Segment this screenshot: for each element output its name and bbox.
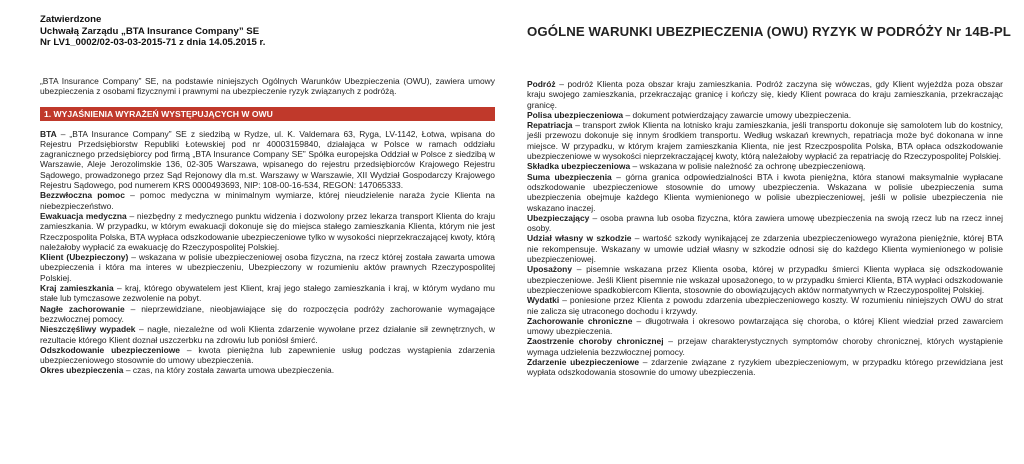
definition-item [527,120,1003,161]
right-column [527,79,1003,378]
definition-text: – „BTA Insurance Company” SE z siedzibą w Rydze, ul. K. Valdemara 63, Ryga, LV-1142, Łotwa, wpisana do Rejestru Przedsiębiorstw Republiki Łotewskiej pod nr 40003159840, działająca w Polsce w ramach oddziału zagranicznego przedsiębiorcy pod firmą „BTA Insurance Company SE” Spółka europejska Oddział w Polsce z siedzibą w Warszawie, Aleje Jerozolimskie 136, 02-305 Warszawa, wpisanego do rejestru przedsiębiorców Krajowego Rejestru Sądowego, prowadzonego przez Sąd Rejonowy dla m.st. Warszawy w Warszawie, XII Wydział Gospodarczy Krajowego Rejestru Sądowego, pod numerem KRS 0000493693, NIP: 108-00-16-534, REGON: 147065333. [40,128,495,191]
definition-text: – wartość szkody wynikającej ze zdarzenia ubezpieczeniowego wyrażona pieniężnie, której BTA nie rekompensuje. Wskazany w umowie udział własny w szkodzie odnosi się do każdego Klienta wymienionego w polisie ubezpieczeniowej. [527,233,1003,265]
definition-text: – dokument potwierdzający zawarcie umowy ubezpieczenia. [623,109,852,120]
definition-item [527,213,1003,234]
definition-item [527,79,1003,110]
intro-paragraph: „BTA Insurance Company” SE, na podstawie niniejszych Ogólnych Warunków Ubezpieczenia (OWU), zawiera umowy ubezpieczenia z osobami fizycznymi i prawnymi na ubezpieczenie ryzyk związanych z podróżą. [40,76,495,97]
definition-term: Uposażony [527,264,573,275]
definition-text: – czas, na który została zawarta umowa ubezpieczenia. [123,365,335,376]
definition-term: Ubezpieczający [527,212,590,223]
definition-text: – pomoc medyczna w minimalnym wymiarze, której nieudzielenie naraża życie Klienta na niebezpieczeństwo. [40,190,495,211]
definition-item [527,357,1003,378]
definition-text: – zdarzenie związane z ryzykiem ubezpieczeniowym, w przypadku którego przewidziana jest wypłata odszkodowania stosownie do umowy ubezpieczenia. [527,357,1003,378]
definition-text: – podróż Klienta poza obszar kraju zamieszkania. Podróż zaczyna się wówczas, gdy Klient wyjeżdża poza obszar kraju swojego zamieszkania, przekraczając granicę i kończy się, kiedy Klient powraca do kraju zamieszkania, przekraczając granicę. [527,79,1003,110]
definition-item [40,283,495,304]
definition-term: Zachorowanie chroniczne [527,315,633,326]
approval-label: Zatwierdzone [40,14,102,25]
left-column [40,76,495,376]
approval-number: Nr LV1_0002/02-03-03-2015-71 z dnia 14.05.2015 r. [40,37,266,48]
definition-text: – długotrwała i okresowo powtarzająca się choroba, o której Klient wiedział przed zawarciem umowy ubezpieczenia. [527,315,1003,337]
definition-item [527,336,1003,357]
definition-text: – przejaw charakterystycznych symptomów choroby chronicznej, których wystąpienie wymaga udzielenia bezzwłocznej pomocy. [527,336,1003,357]
definition-term: Repatriacja [527,120,573,131]
approval-block [40,14,460,49]
definition-term: Nagłe zachorowanie [40,303,125,314]
approval-resolution: Uchwałą Zarządu „BTA Insurance Company” SE [40,25,260,37]
definition-text: – nieprzewidziane, nieobjawiające się do rozpoczęcia podróży zachorowanie wymagające bezzwłocznej pomocy. [40,303,495,324]
definition-term: Polisa ubezpieczeniowa [527,109,624,120]
definition-item [527,233,1003,264]
definition-text: – kwota pieniężna lub zapewnienie usług podczas wystąpienia zdarzenia ubezpieczeniowego stosownie do umowy ubezpieczenia. [40,344,495,366]
definition-item [527,316,1003,337]
definition-term: Wydatki [527,295,560,306]
definition-text: – osoba prawna lub osoba fizyczna, która zawiera umowę ubezpieczenia na swoją rzecz lub na rzecz innej osoby. [527,212,1003,234]
definition-text: – górna granica odpowiedzialności BTA i kwota pieniężna, która stanowi maksymalnie wypłacane odszkodowanie ubezpieczeniowe stosownie do umowy ubezpieczenia. Wskazana w polisie ubezpieczenia suma ubezpieczenia obejmuje każdego Klienta wymienionego w polisie ubezpieczeniowej, jeśli w polisie ubezpieczenia nie wskazano inaczej. [527,171,1003,213]
definition-item [527,110,1003,120]
definition-term: Kraj zamieszkania [40,283,114,294]
definition-text: – wskazana w polisie ubezpieczeniowej osoba fizyczna, na rzecz której została zawarta umowa ubezpieczenia i która ma interes w ubezpieczeniu, Ubezpieczony w rozumieniu aktów prawnych Rzeczypospolitej Polskiej. [40,252,495,283]
definition-text: – wskazana w polisie należność za ochronę ubezpieczeniową. [630,161,866,172]
definition-item [527,264,1003,295]
definition-item [40,365,495,375]
definition-term: Okres ubezpieczenia [40,365,124,376]
document-title: OGÓLNE WARUNKI UBEZPIECZENIA (OWU) RYZYK W PODRÓŻY Nr 14B-PL [527,24,1011,39]
definition-term: BTA [40,128,57,139]
definition-item [40,252,495,283]
definition-item [40,190,495,211]
definition-item [527,161,1003,171]
definition-text: – pisemnie wskazana przez Klienta osoba, której w przypadku śmierci Klienta wypłaca się odszkodowanie ubezpieczeniowe. Jeśli Klient pisemnie nie wskazał uposażonego, to w przypadku śmierci Klienta, BTA wypłaci odszkodowanie ubezpieczeniowe spadkobiercom Klienta, stosownie do obowiązujących aktów normatywnych w Rzeczypospolitej Polskiej. [527,264,1003,295]
definition-item [40,324,495,345]
left-definitions [40,129,495,376]
definition-term: Składka ubezpieczeniowa [527,161,631,172]
definition-term: Udział własny w szkodzie [527,233,632,244]
definition-term: Bezzwłoczna pomoc [40,190,125,201]
definition-text: – niezbędny z medycznego punktu widzenia i dozwolony przez lekarza transport Klienta do kraju zamieszkania. W przypadku, w którym ewakuacji dokonuje się do miejsca stałego zamieszkania Klienta, którym nie jest Rzeczpospolita Polska, BTA wypłaca odszkodowanie ubezpieczeniowe tylko w wysokości nieprzekraczającej kwoty, którą należałoby wypłacić za ewakuację do Rzeczypospolitej Polskiej. [40,210,496,252]
definition-item [527,172,1003,213]
definition-text: – transport zwłok Klienta na lotnisko kraju zamieszkania, jeśli transportu dokonuje się samolotem lub do kostnicy, jeśli przewozu dokonuje się innym środkiem transportu. Według wskazań krewnych, repatriacja może być dokonana w inne miejsce. W przypadku, w którym krajem zamieszkania Klienta, nie jest Rzeczpospolita Polska, BTA opłaca odszkodowanie ubezpieczeniowe w wysokości nieprzekraczającej kwoty, którą należałoby wypłacić za repatriację do Rzeczypospolitej Polskiej. [527,120,1003,162]
definition-item [40,304,495,325]
section-heading: 1. WYJAŚNIENIA WYRAŻEŃ WYSTĘPUJĄCYCH W OWU [40,107,495,121]
definition-term: Klient (Ubezpieczony) [40,252,129,263]
definition-item [527,295,1003,316]
definition-term: Odszkodowanie ubezpieczeniowe [40,344,181,355]
definition-text: – poniesione przez Klienta z powodu zdarzenia ubezpieczeniowego koszty. W rozumieniu niniejszych OWU do strat nie zalicza się utraconego dochodu i krzywdy. [527,295,1003,316]
definition-text: – kraj, którego obywatelem jest Klient, kraj jego stałego zamieszkania i kraj, w którym wydano mu stałe lub tymczasowe zezwolenie na pobyt. [40,283,495,304]
definition-text: – nagłe, niezależne od woli Klienta zdarzenie wywołane przez działanie sił zewnętrznych, w rezultacie którego Klient doznał uszczerbku na zdrowiu lub poniósł śmierć. [40,324,495,345]
definition-term: Suma ubezpieczenia [527,171,612,182]
definition-term: Nieszczęśliwy wypadek [40,324,136,335]
definition-term: Zdarzenie ubezpieczeniowe [527,357,640,368]
definition-item [40,211,495,252]
definition-term: Podróż [527,79,556,89]
definition-item [40,345,495,366]
definition-term: Zaostrzenie choroby chronicznej [527,336,664,347]
definition-term: Ewakuacja medyczna [40,210,127,221]
right-definitions [527,79,1003,378]
definition-item [40,129,495,191]
